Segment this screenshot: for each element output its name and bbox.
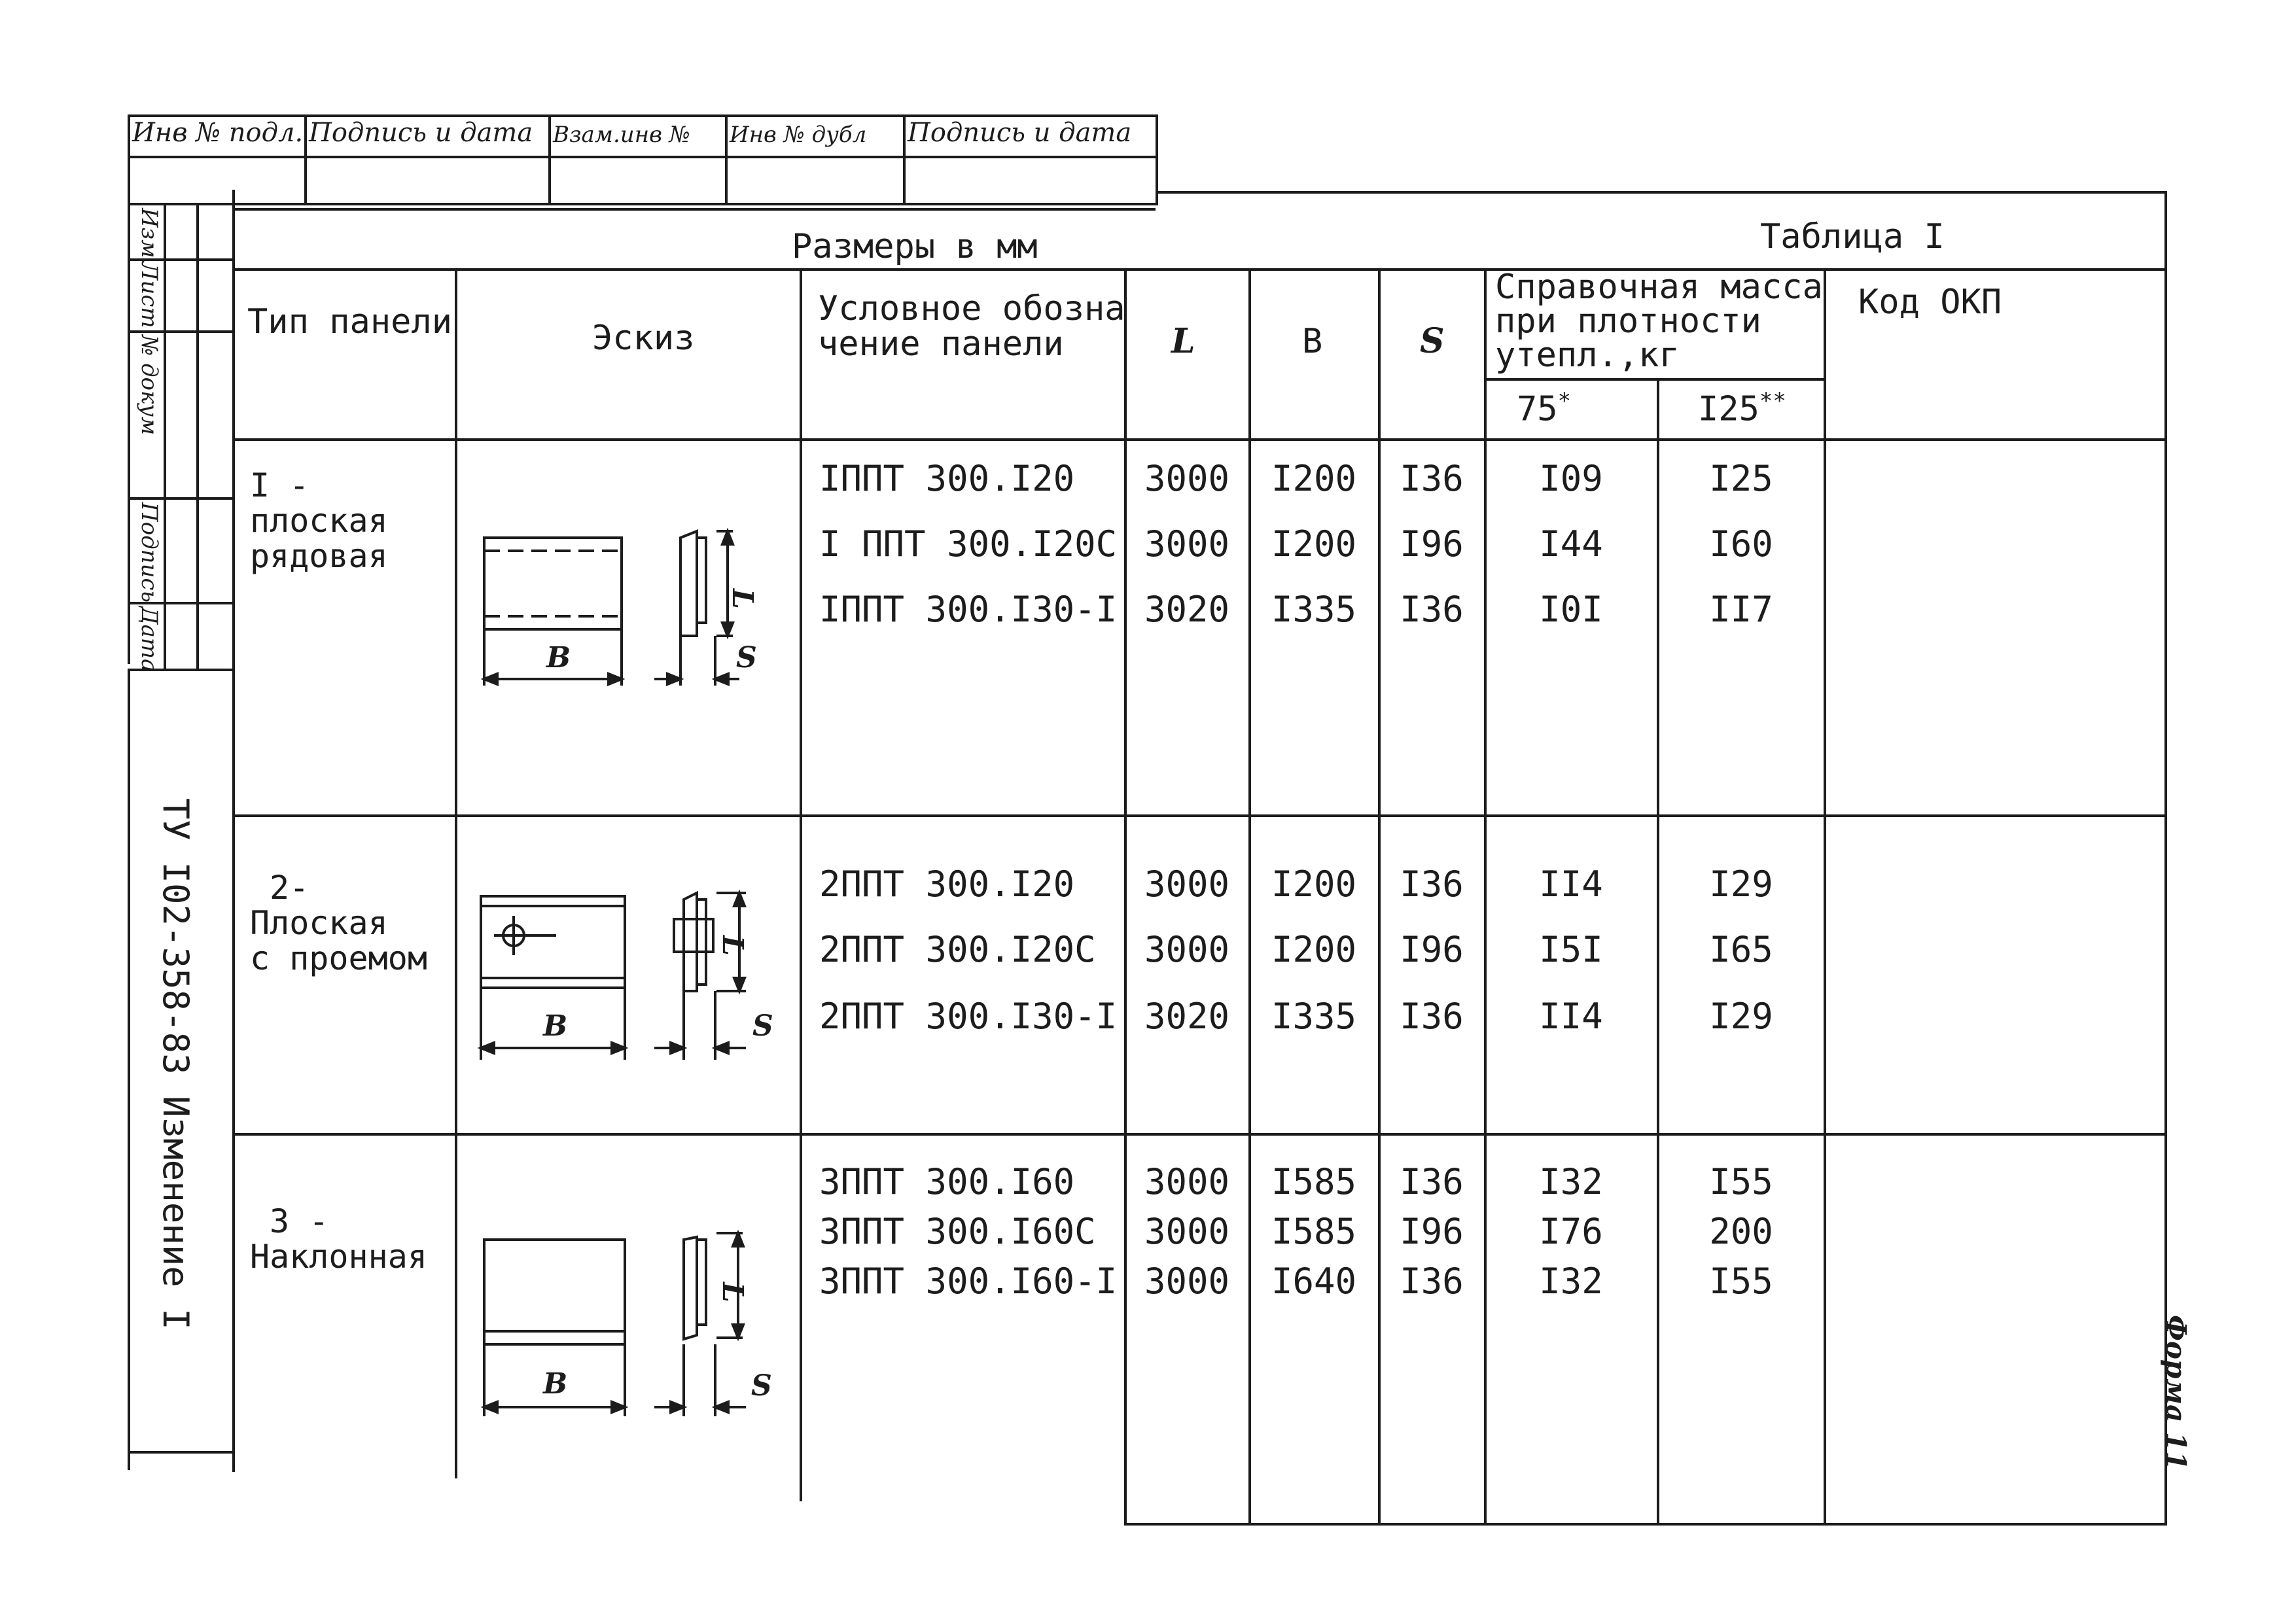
cell-m75: I0I [1539,589,1603,630]
table-caption: Размеры в мм [792,227,1038,266]
header-B: B [1302,322,1323,361]
cell-m75: II4 [1539,996,1603,1037]
sketch2-label-B: B [543,1009,568,1043]
cell-designation: 3ППТ 300.I60 [819,1161,1075,1202]
cell-m75: I32 [1539,1161,1603,1202]
header-sketch: Эскиз [592,319,695,358]
cell-m75: II4 [1539,864,1603,905]
cell-S: I36 [1400,996,1464,1037]
side-col-sheet: Лист [136,262,162,328]
sketch2-label-S: S [752,1009,773,1043]
header-designation-1: Условное обозна [818,289,1125,328]
cell-B: I200 [1271,523,1357,565]
header-okp-code: Код ОКП [1858,283,2002,322]
cell-designation: 3ППТ 300.I60C [819,1211,1096,1252]
cell-B: I585 [1271,1161,1357,1202]
cell-S: I36 [1400,864,1464,905]
side-col-change: Изм [136,208,162,258]
sketch1-label-B: B [546,641,571,674]
cell-L: 3020 [1144,996,1230,1037]
stamp-col-inv-dup: Инв № дубл [730,122,867,148]
cell-m125: I55 [1709,1261,1773,1302]
sketch1-label-L: L [726,589,759,609]
header-L: L [1171,321,1195,361]
cell-L: 3000 [1144,523,1230,565]
cell-m125: 200 [1709,1211,1773,1252]
document-code: ТУ I02-358-83 Изменение I [155,798,196,1330]
cell-m125: II7 [1709,589,1773,630]
header-mass-1: Справочная масса [1495,268,1823,307]
cell-designation: I ППТ 300.I20C [819,523,1118,565]
cell-L: 3000 [1144,1211,1230,1252]
cell-B: I640 [1271,1261,1357,1302]
cell-B: I335 [1271,996,1357,1037]
cell-S: I96 [1400,929,1464,970]
cell-B: I200 [1271,458,1357,499]
cell-B: I200 [1271,864,1357,905]
stamp-col-inv-orig: Инв № подл. [132,118,304,148]
sketch1-label-S: S [736,641,757,674]
cell-S: I36 [1400,1261,1464,1302]
cell-S: I36 [1400,1161,1464,1202]
cell-m125: I25 [1709,458,1773,499]
cell-L: 3020 [1144,589,1230,630]
cell-designation: 2ППТ 300.I20 [819,864,1075,905]
side-col-doc-no: № докум [136,335,162,436]
cell-L: 3000 [1144,1161,1230,1202]
stamp-col-signature-date-2: Подпись и дата [908,118,1132,148]
header-mass-2: при плотности [1495,302,1761,341]
cell-B: I585 [1271,1211,1357,1252]
cell-designation: 3ППТ 300.I60-I [819,1261,1118,1302]
cell-S: I36 [1400,458,1464,499]
cell-L: 3000 [1144,1261,1230,1302]
stamp-col-replaced-inv: Взам.инв № [553,122,690,148]
header-designation-2: чение панели [818,324,1064,364]
header-mass-3: утепл.,кг [1495,336,1680,375]
cell-m125: I60 [1709,523,1773,565]
cell-m75: I44 [1539,523,1603,565]
cell-designation: IППТ 300.I20 [819,458,1075,499]
side-col-signature: Подпись [136,502,162,603]
side-col-date: Дата [136,606,162,672]
cell-L: 3000 [1144,458,1230,499]
sketch-panel-2 [458,873,798,1070]
form-label: Форма 11 [2160,1315,2192,1471]
sketch3-label-L: L [716,1282,749,1302]
cell-m75: I32 [1539,1261,1603,1302]
cell-m125: I29 [1709,996,1773,1037]
header-mass-125: I25** [1698,388,1786,429]
header-mass-75: 75* [1517,388,1572,429]
sketch-panel-3 [458,1227,798,1429]
table-label: Таблица I [1760,217,1945,256]
cell-designation: 2ППТ 300.I20C [819,929,1096,970]
group3-type: 3 - Наклонная [250,1202,427,1276]
sketch3-label-S: S [751,1369,772,1403]
header-S: S [1420,321,1445,361]
cell-B: I335 [1271,589,1357,630]
cell-S: I96 [1400,523,1464,565]
cell-S: I96 [1400,1211,1464,1252]
cell-designation: IППТ 300.I30-I [819,589,1118,630]
cell-m125: I55 [1709,1161,1773,1202]
group1-type: I - плоская рядовая [250,466,388,575]
group2-type: 2- Плоская с проемом [250,869,427,977]
stamp-col-signature-date: Подпись и дата [309,118,533,148]
cell-m75: I09 [1539,458,1603,499]
sketch-panel-1 [458,510,798,707]
cell-L: 3000 [1144,864,1230,905]
cell-m125: I29 [1709,864,1773,905]
sketch2-label-L: L [716,935,749,956]
cell-designation: 2ППТ 300.I30-I [819,996,1118,1037]
cell-m75: I5I [1539,929,1603,970]
cell-B: I200 [1271,929,1357,970]
cell-S: I36 [1400,589,1464,630]
sketch3-label-B: B [543,1367,568,1401]
cell-L: 3000 [1144,929,1230,970]
header-panel-type: Тип панели [247,302,453,341]
cell-m75: I76 [1539,1211,1603,1252]
cell-m125: I65 [1709,929,1773,970]
